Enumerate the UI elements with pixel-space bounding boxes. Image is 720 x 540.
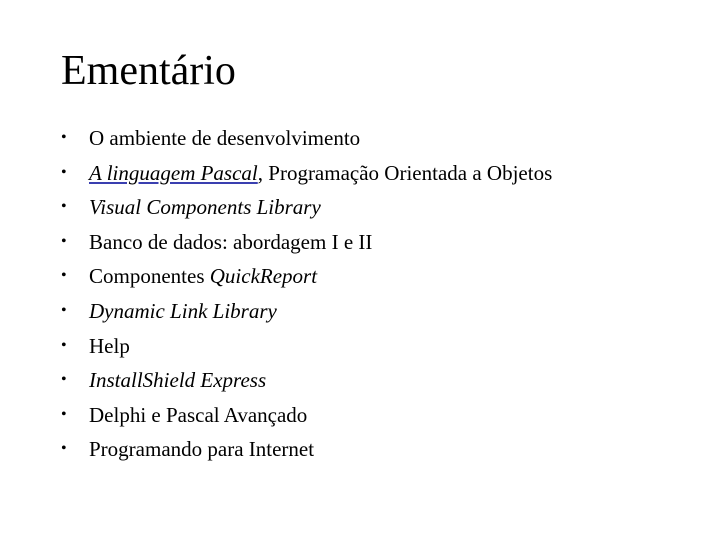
bullet-icon: • <box>61 267 67 285</box>
bullet-icon: • <box>61 198 67 216</box>
item-text: Programando para Internet <box>89 437 315 462</box>
bullet-list <box>61 121 701 467</box>
item-text: Componentes <box>89 264 210 289</box>
list-item-ambiente <box>61 121 701 156</box>
bullet-icon: • <box>61 301 67 319</box>
list-item-help <box>61 329 701 364</box>
item-text: O ambiente de desenvolvimento <box>89 126 361 150</box>
bullet-icon: • <box>61 232 67 250</box>
item-text: Visual Components Library <box>89 195 321 220</box>
slide-title: Ementário <box>61 48 236 94</box>
item-text: Dynamic Link Library <box>89 298 277 323</box>
item-text: Help <box>89 333 130 358</box>
list-item-quickreport <box>61 259 701 294</box>
bullet-icon: • <box>61 371 67 389</box>
bullet-icon: • <box>61 336 67 354</box>
list-item-banco-de-dados <box>61 225 701 260</box>
item-text: Banco de dados: abordagem I e II <box>89 229 373 254</box>
list-item-linguagem-pascal <box>61 156 701 191</box>
list-item-dll <box>61 294 701 329</box>
item-text: InstallShield Express <box>89 368 267 393</box>
item-text: Delphi e Pascal Avançado <box>89 402 308 427</box>
bullet-icon: • <box>61 440 67 458</box>
item-text: , Programação Orientada a Objetos <box>257 160 553 185</box>
list-item-vcl <box>61 190 701 225</box>
list-item-installshield <box>61 363 701 398</box>
item-italic-text: QuickReport <box>209 264 318 289</box>
list-item-delphi-pascal <box>61 398 701 433</box>
bullet-icon: • <box>61 163 67 181</box>
list-item-internet <box>61 432 701 467</box>
linguagem-pascal-link[interactable]: A linguagem Pascal <box>89 160 258 185</box>
bullet-icon: • <box>61 405 67 423</box>
bullet-icon: • <box>61 129 67 146</box>
